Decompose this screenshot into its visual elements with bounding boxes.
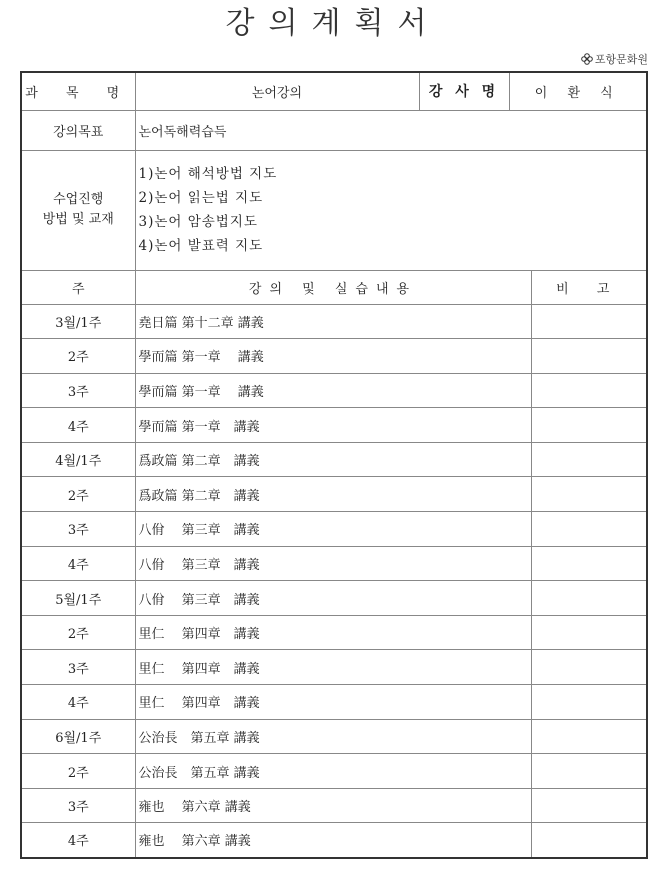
method-item: 3)논어 암송법지도 (138, 214, 258, 230)
method-item: 4)논어 발표력 지도 (138, 238, 264, 254)
week-cell: 2주 (21, 615, 135, 650)
schedule-row (21, 408, 647, 443)
schedule-header-row (21, 270, 647, 304)
note-cell (531, 788, 647, 823)
week-cell: 3주 (21, 373, 135, 408)
content-cell: 雍也 第六章 講義 (135, 823, 531, 858)
method-label (21, 150, 135, 270)
note-cell (531, 754, 647, 789)
content-cell: 公治長 第五章 講義 (135, 754, 531, 789)
content-cell: 學而篇 第一章 講義 (135, 373, 531, 408)
goal-label: 강의목표 (21, 110, 135, 150)
note-cell (531, 477, 647, 512)
week-cell: 3주 (21, 512, 135, 547)
note-cell (531, 650, 647, 685)
week-header: 주 (21, 270, 135, 304)
schedule-row (21, 650, 647, 685)
document-title: 강의계획서 (225, 6, 441, 41)
method-item: 2)논어 읽는법 지도 (138, 190, 264, 206)
schedule-row (21, 477, 647, 512)
week-cell: 2주 (21, 339, 135, 374)
week-cell: 3월/1주 (21, 304, 135, 339)
content-cell: 雍也 第六章 講義 (135, 788, 531, 823)
note-cell (531, 685, 647, 720)
week-cell: 5월/1주 (21, 581, 135, 616)
content-cell: 八佾 第三章 講義 (135, 512, 531, 547)
note-cell (531, 823, 647, 858)
content-cell: 八佾 第三章 講義 (135, 546, 531, 581)
schedule-row (21, 823, 647, 858)
organization-mark (581, 51, 648, 67)
schedule-row (21, 719, 647, 754)
method-item: 1)논어 해석방법 지도 (138, 166, 278, 182)
content-cell: 爲政篇 第二章 講義 (135, 477, 531, 512)
schedule-row (21, 615, 647, 650)
content-cell: 八佾 第三章 講義 (135, 581, 531, 616)
schedule-row (21, 754, 647, 789)
content-cell: 里仁 第四章 講義 (135, 615, 531, 650)
content-cell: 公治長 第五章 講義 (135, 719, 531, 754)
goal-value: 논어독해력습득 (135, 110, 647, 150)
week-cell: 2주 (21, 754, 135, 789)
week-cell: 4주 (21, 408, 135, 443)
subject-value: 논어강의 (135, 72, 419, 110)
method-list (135, 150, 647, 270)
note-cell (531, 719, 647, 754)
method-label-line2: 방법 및 교재 (42, 212, 114, 227)
week-cell: 4주 (21, 685, 135, 720)
note-cell (531, 615, 647, 650)
note-cell (531, 512, 647, 547)
week-cell: 3주 (21, 788, 135, 823)
flower-emblem-icon (581, 53, 593, 65)
week-cell: 3주 (21, 650, 135, 685)
schedule-row (21, 339, 647, 374)
instructor-label: 강 사 명 (419, 72, 509, 110)
content-cell: 里仁 第四章 講義 (135, 685, 531, 720)
note-header: 비 고 (531, 270, 647, 304)
schedule-row (21, 512, 647, 547)
schedule-row (21, 685, 647, 720)
lecture-plan-table (20, 71, 648, 859)
week-cell: 4주 (21, 823, 135, 858)
content-cell: 學而篇 第一章 講義 (135, 339, 531, 374)
note-cell (531, 339, 647, 374)
schedule-row (21, 442, 647, 477)
content-cell: 爲政篇 第二章 講義 (135, 442, 531, 477)
week-cell: 4주 (21, 546, 135, 581)
content-header: 강의 및 실습내용 (135, 270, 531, 304)
method-label-line1: 수업진행 (53, 192, 104, 207)
schedule-row (21, 546, 647, 581)
schedule-row (21, 788, 647, 823)
instructor-name: 이 환 식 (534, 85, 621, 101)
instructor-value (509, 72, 647, 110)
schedule-row (21, 373, 647, 408)
subject-row (21, 72, 647, 110)
content-cell: 里仁 第四章 講義 (135, 650, 531, 685)
organization-name: 포항문화원 (594, 53, 648, 66)
week-cell: 4월/1주 (21, 442, 135, 477)
method-row (21, 150, 647, 270)
note-cell (531, 408, 647, 443)
schedule-row (21, 581, 647, 616)
note-cell (531, 304, 647, 339)
content-cell: 學而篇 第一章 講義 (135, 408, 531, 443)
schedule-row (21, 304, 647, 339)
note-cell (531, 442, 647, 477)
week-cell: 2주 (21, 477, 135, 512)
note-cell (531, 581, 647, 616)
note-cell (531, 546, 647, 581)
week-cell: 6월/1주 (21, 719, 135, 754)
content-cell: 堯日篇 第十二章 講義 (135, 304, 531, 339)
note-cell (531, 373, 647, 408)
goal-row (21, 110, 647, 150)
subject-label: 과 목 명 (21, 72, 135, 110)
